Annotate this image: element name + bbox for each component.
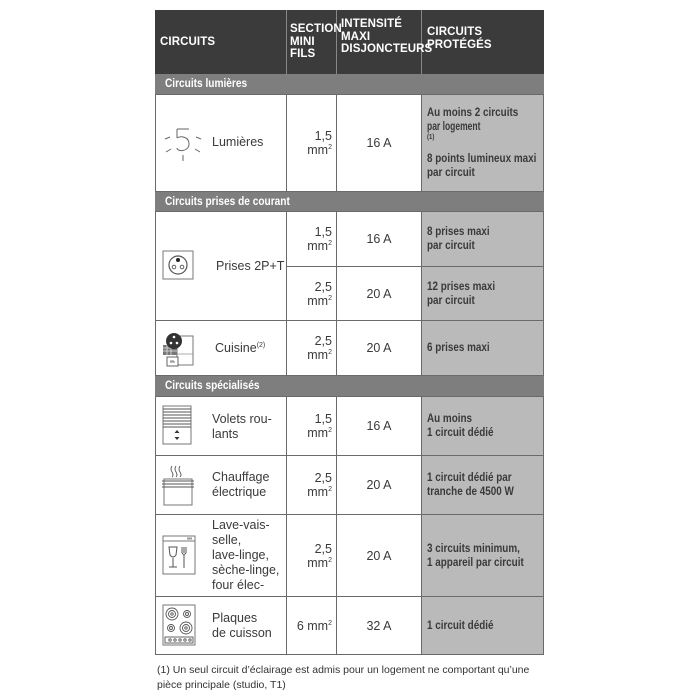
section-unit: $mm^2$ xyxy=(307,239,332,253)
row-chauffage-amperage xyxy=(337,456,422,515)
section-specialized-label: Circuits spécialisés xyxy=(165,380,260,392)
row-volets-name xyxy=(155,397,287,456)
protected-text: tranche de 4500 W xyxy=(427,486,514,498)
row-lave-name xyxy=(155,515,287,597)
header-section-line: SECTION xyxy=(290,23,342,36)
row-lumieres-section xyxy=(287,95,337,192)
dishwasher-icon xyxy=(162,535,196,575)
circuit-name: Lave-vais- selle, lave-linge, sèche-linge, four élec- xyxy=(212,518,280,592)
amperage-value: 20 A xyxy=(366,548,392,563)
footnote-line: (1) Un seul circuit d’éclairage est admis pour un logement ne comportant qu’une xyxy=(157,664,530,676)
kitchen-icon xyxy=(161,331,195,367)
row-cuisine-name xyxy=(155,321,287,376)
row-prises-2-protected xyxy=(422,267,544,321)
circuit-name: Plaques de cuisson xyxy=(212,611,272,640)
header-section-line: MINI xyxy=(290,35,315,48)
protected-text: 1 circuit dédié xyxy=(427,619,494,632)
protected-text: 8 points lumineux maxi xyxy=(427,153,537,165)
row-cuisine-protected xyxy=(422,321,544,376)
footnote-line: pièce principale (studio, T1) xyxy=(157,679,286,691)
section-value: 2,5 xyxy=(314,541,332,556)
circuit-name: Lumières xyxy=(212,135,264,149)
row-lave-protected xyxy=(422,515,544,597)
amperage-value: 16 A xyxy=(366,419,392,433)
row-plaques-amperage xyxy=(337,597,422,655)
header-proteges-line: CIRCUITS xyxy=(427,26,483,38)
protected-text: Au moins xyxy=(427,413,473,425)
section-value: 2,5 xyxy=(314,279,332,294)
protected-text: 8 prises maxi xyxy=(427,226,490,238)
row-chauffage-protected xyxy=(422,456,544,515)
header-circuits xyxy=(155,10,287,74)
amperage-value: 16 A xyxy=(366,136,392,150)
header-section-line: FILS xyxy=(290,48,316,61)
section-outlets-label: Circuits prises de courant xyxy=(165,195,290,208)
row-lumieres-protected xyxy=(422,95,544,192)
protected-text: Au moins 2 circuits xyxy=(427,107,519,119)
header-intensite-line: INTENSITÉ xyxy=(341,18,402,30)
section-lighting-label: Circuits lumières xyxy=(165,78,248,90)
row-plaques-protected xyxy=(422,597,544,655)
circuit-name: Volets rou- lants xyxy=(212,412,272,441)
header-circuits-label: CIRCUITS xyxy=(160,35,216,48)
protected-text: 1 appareil par circuit xyxy=(427,556,524,569)
section-unit: $mm^2$ xyxy=(307,293,332,308)
section-lighting xyxy=(155,74,544,95)
circuit-name: Prises 2P+T xyxy=(216,259,285,273)
amperage-value: 32 A xyxy=(366,618,392,633)
section-value: 1,5 xyxy=(314,129,332,143)
row-plaques-section xyxy=(287,597,337,655)
section-value: 2,5 xyxy=(314,471,332,485)
header-proteges-line: PROTÉGÉS xyxy=(427,38,492,51)
section-unit: $mm^2$ xyxy=(307,426,332,440)
protected-text: par logement $^{(1)}$ xyxy=(427,121,481,142)
protected-text: 1 circuit dédié xyxy=(427,427,494,439)
amperage-value: 20 A xyxy=(366,478,392,492)
light-bulb-icon xyxy=(162,125,204,163)
row-prises-1-amperage xyxy=(337,212,422,267)
row-lumieres-name xyxy=(155,95,287,192)
row-lave-section xyxy=(287,515,337,597)
row-chauffage-name xyxy=(155,456,287,515)
row-prises-name xyxy=(155,212,287,321)
row-chauffage-section xyxy=(287,456,337,515)
roller-shutter-icon xyxy=(162,405,192,445)
section-value: 1,5 xyxy=(314,225,332,239)
electric-heater-icon xyxy=(162,464,194,506)
amperage-value: 20 A xyxy=(366,341,392,355)
protected-text: par circuit xyxy=(427,167,475,179)
row-volets-amperage xyxy=(337,397,422,456)
row-plaques-name xyxy=(155,597,287,655)
cooktop-icon xyxy=(162,604,196,646)
header-intensite-line: MAXI xyxy=(341,30,371,43)
row-prises-2-section xyxy=(287,267,337,321)
header-intensite xyxy=(337,10,433,74)
table-header xyxy=(155,10,544,74)
row-cuisine-amperage xyxy=(337,321,422,376)
power-outlet-icon xyxy=(162,250,194,280)
section-unit: $mm^2$ xyxy=(307,348,332,362)
header-intensite-line: DISJONCTEURS xyxy=(341,43,433,55)
footnote xyxy=(157,663,557,693)
row-prises-1-section xyxy=(287,212,337,267)
amperage-value: 20 A xyxy=(366,286,392,301)
section-unit: $mm^2$ xyxy=(307,485,332,499)
row-lave-amperage xyxy=(337,515,422,597)
amperage-value: 16 A xyxy=(366,232,392,246)
row-prises-1-protected xyxy=(422,212,544,267)
section-value: 2,5 xyxy=(314,334,332,348)
protected-text: 1 circuit dédié par xyxy=(427,472,512,484)
section-specialized xyxy=(155,376,544,397)
circuit-name: Cuisine$^{(2)}$ xyxy=(215,341,266,355)
row-volets-protected xyxy=(422,397,544,456)
protected-text: 6 prises maxi xyxy=(427,342,490,354)
circuit-name: Chauffage électrique xyxy=(212,470,270,499)
protected-text: 12 prises maxi xyxy=(427,280,496,293)
section-unit: $mm^2$ xyxy=(307,555,332,570)
section-outlets xyxy=(155,192,544,212)
protected-text: par circuit xyxy=(427,294,475,307)
row-cuisine-section xyxy=(287,321,337,376)
protected-text: 3 circuits minimum, xyxy=(427,542,520,555)
protected-text: par circuit xyxy=(427,240,475,252)
header-proteges xyxy=(422,10,544,74)
row-lumieres-amperage xyxy=(337,95,422,192)
header-section xyxy=(287,10,342,74)
section-value: 6 $mm^2$ xyxy=(296,618,332,633)
row-volets-section xyxy=(287,397,337,456)
section-unit: $mm^2$ xyxy=(307,143,332,157)
row-prises-2-amperage xyxy=(337,267,422,321)
section-value: 1,5 xyxy=(314,412,332,426)
